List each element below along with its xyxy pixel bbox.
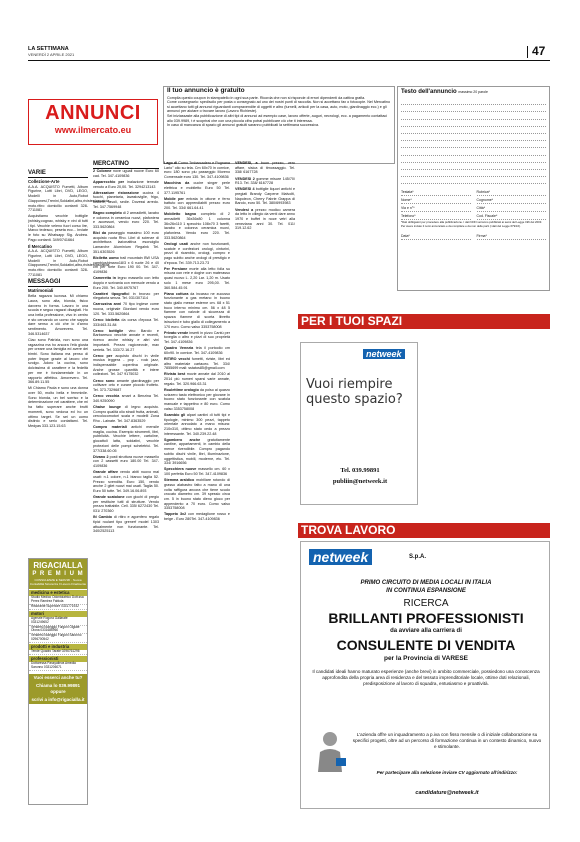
page-number-divider bbox=[527, 46, 528, 58]
listing: Bagno completo di 2 armadietti, lavabo e colonna in ceramica nuovi, plafoniera e accessori, vendo euro 220. Tel. 333.5620864 bbox=[93, 210, 159, 229]
banner-trova-lavoro: TROVA LAVORO bbox=[298, 523, 550, 538]
listing: Bella ragazza lucrosa. Mi chiamo Laura, sono alta, bionda, fisico davvero in forma. Lavoro in una scuola e seguo ragazzi disagiati. Ho una bella professione, vivo in centro e sto cercando un uomo che sappia dare senso a ciò che io d'anno sentimento. Amorevero. Tel. 346.5314637 bbox=[28, 294, 88, 336]
directory-entry: Studio Medico Odontoiatrico Dott.ssa Perez Ramirez Fabiola bbox=[29, 596, 87, 605]
listing: Cerco vecchia smart a Benzina Tel. 340.9250090 bbox=[93, 394, 159, 403]
coupon-text-lines[interactable] bbox=[401, 98, 546, 184]
rigacialla-cta: Vuoi esserci anche tu? bbox=[29, 674, 87, 682]
section-mercatino: MERCATINO bbox=[93, 161, 159, 169]
coupon-title: Testo dell'annuncio massimo 20 parole bbox=[401, 89, 488, 95]
netweek-ad-spazi[interactable] bbox=[300, 342, 418, 505]
listing: Mi Chiamo Paola e sono una donna over 50, molto bella e femminile. Sono bionda, un bel sorriso e la determinazione nel carattere, che mi ha fatto superare anche brutti momenti, sono vedova ed ho un ottimo target. Se sei un uomo distinto e serio contattami. Tel. Medyas 333.123.15.63 bbox=[28, 386, 88, 428]
coupon-subtitle: massimo 20 parole bbox=[458, 90, 488, 94]
job-role: CONSULENTE DI VENDITA bbox=[336, 637, 516, 653]
listing: Caratteri tipografici in bronzo per rilegatoria senza. Tel. 031/307114 bbox=[93, 291, 159, 301]
listing: Bici da passeggio massimo 100 euro acquisto ruota Rho. Libri di scienze di architettura lazionattiva esonoiglio Lamarche Aluminium Regalnk Tel. 351.6303526 bbox=[93, 231, 159, 254]
info-line: Compila questo coupon in stampatello in ogni sua parte. Ricorda che non si risponde di errori dipendenti da cattiva grafia. bbox=[167, 95, 366, 100]
directory-entry: Dottoressa Passyalieva Amedia Saronno 0331206071 bbox=[29, 662, 87, 671]
listing: Chaise lounge di legno acquisto. Compro qualità olio stradi frutta, animali, cercolocomotori scala e modelli Zona Rho - Lainate. Tel. 347.8363529 bbox=[93, 404, 159, 423]
job-desc-1: Il candidati ideali hanno maturato esperienze (anche brevi) in ambito commerciale, possiedono una conoscenza approfondita della propria area di residenza e del tessuto imprenditoriale locale, ottime doti relazionali, predisposizione al lavoro di squadra, entusiasmo e proattività. bbox=[312, 669, 540, 687]
coupon-fields bbox=[401, 188, 546, 220]
job-line-1: PRIMO CIRCUITO DI MEDIA LOCALI IN ITALIA bbox=[360, 580, 492, 586]
listing: Macchina da cucire singer perle elettrica e mobiletto Euro 50 Tel. 377.1195761 bbox=[164, 181, 230, 195]
page-number: 47 bbox=[532, 44, 546, 58]
listing: VENDESI 2 gomme misure 145/70/ R13. Tel. 338/ 6167728 bbox=[235, 176, 295, 186]
listing: VENDESI, a buon prezzo, vero affare, sisica di timossaggio. Tel. 338/ 6167728 bbox=[235, 161, 295, 175]
coupon-note: *Dati obbligatori per procedere alla pubblicazione. I dati NON verranno pubblicati ai sensi del Legge 196 del 2003. Per avere inviato il nomi annunciato e da compilare e da non delle parti (i dati del Legge 679/16). bbox=[401, 220, 543, 228]
job-desc-2: L'azienda offre un inquadramento a p.iva con fisso mensile o di iniziale collaborazione su specifici progetti, oltre ad un percorso di formazione continua in un contesto dinamico, nuovo e stimolante. bbox=[352, 732, 542, 750]
listing: A.A.A. ACQUISTO Fumetti, Album Figurine, Lotti Libri, DVD, LEGO, Modelli in Auto,Robot Giapponesi,Trenini,Soldatini,altro,rivistestascatola moto.ritiro domicilio contanti 328-7711081 bbox=[28, 184, 110, 213]
listing: Acquistiamo vecchie bottiglie (whisky,cognac, whisky e vini di tutti i tipi. Vecchie veleno fuori corso lire, Marco tedesco, peseta ecc... Inviate le foto su Whatsapp Sig. Andrea. Pago contanti. 349/0741664 bbox=[28, 214, 88, 242]
listing: Attrezzature ristorazione cucina 4 fuochi, planetaria, lavastoviglie, frigo, tostiere, tavoli, sedie. Dovessi arredo. Tel. 347.7569948 bbox=[93, 190, 159, 209]
listing: Vendesi a prezzo modico camera da letto in ciliegio da venti dare anno 1970 e buffet in noce vetri alla veneziana anni 30. Tel. 011/ 319.12.62 bbox=[235, 207, 296, 231]
field-citta[interactable]: Città* bbox=[477, 204, 547, 212]
directory-entry: Agenzie Rogora Gallarate 0331249652 bbox=[29, 617, 87, 626]
field-firma[interactable]: Firma* bbox=[477, 232, 547, 240]
job-line-avviare: da avviare alla carriera di bbox=[390, 628, 462, 634]
annunci-title: ANNUNCI bbox=[45, 102, 141, 124]
listing: Lago di Como "Imbarcadero e Pognana Lario" olio su tela. Cm 60x70 in cornice, euro 180 sono piu passeggio Moreno Comensale euro 130. Tel. 347-4109836 bbox=[164, 161, 230, 180]
listing: Rivista best movie annate dal 2010 al 2014 più numeri sparsi varie annate, regalo. Tel. 320.966.63.31 bbox=[164, 372, 231, 386]
listing: Orologi usati anche non funzionanti, scatole e confezioni orologi, cinturini, pezzi di ricambio, orologi, compro e pago subito anche orologi di prestigio e d'epoca. Tel. 339.713.23.73 bbox=[164, 241, 230, 265]
listing: Specchiera nuove massello cm. 60 x 100 perfetta Euro 50 Tel. 347-4109836 bbox=[164, 467, 230, 477]
directory-entry: Vendersi Noleggio Furgoni Saronno 0296700542 bbox=[29, 634, 87, 643]
category-prodotti: prodotti e industria bbox=[29, 644, 87, 650]
rigacialla-directory bbox=[28, 558, 88, 805]
category-motori: motori bbox=[29, 611, 87, 617]
section-messaggi: MESSAGGI bbox=[28, 279, 88, 287]
listing: Carrozzina anni 70 tipo inglese come nuova, originale Giordani vendo euro 120. Tel. 333.5620864 bbox=[93, 302, 159, 316]
newspaper-name: LA SETTIMANA bbox=[28, 46, 69, 52]
listing: Cerco bottiglie vino Barolo e Barbaresco vecchie annate e recenti, ricerco anche whisky e altri vini importanti. Prezzo ragionevole, max serietà. Tel. 333/72.16.27 bbox=[93, 328, 159, 352]
listing: Grande affare vendo abiti nuovo mai usati: n.1 colore, n.1 bianco taglia 52. Prezzo svendita. Euro 150, vendo anche 2 gilet nuovi mai usati. Taglia 50. Euro 50 tutte. Tel. 349.16.06.893 bbox=[93, 470, 159, 493]
listing: A.A.A. ACQUISTO Fumetti, Album Figurine, Lotti Libri, DVD, LEGO, Modelli in Auto,Robot Giapponesi,Trenini,Soldatini,altro,rivistestascatola moto.ritiro domicilio contanti 328-7711081 bbox=[28, 249, 110, 277]
subsection-collezione: Collezione-Arte bbox=[28, 179, 60, 184]
listing: Cerco sono amante giardinaggio per coltivare orto e curare piccolo frutteto. Tel. 373.7329687 bbox=[93, 378, 159, 392]
listing: Divano 2 posti struttura nuove massello con 2 cassetti euro 180.00 Tel. 347-4109836 bbox=[93, 454, 159, 469]
listing: Stemma araldico mobiliare rotondo di grasso alabastro fatto a mano di una volta raffigura ancora che tiene scudo crocato diametro cm. 39 spessio circa cm. 5 in buono stato dieno gioco per appendento a 70 euro. Como valso 3353758008 bbox=[164, 478, 230, 511]
listing: Quadro Venezia tela il portoolio cm 60x90. In cornice. Tel. 347-4109836 bbox=[164, 346, 230, 355]
listing: Piano cottura da incasso ne zucusso funzionante a gas metano in buono stato giallo messe esterne cm. 68 x 51 buco interno minimo cm. 56 x 48 5 fiamme con valvole di sicurezza di spazza fiamme di scorta libretto istruzioni e tubo giallo di collegamento a 170 euro. Como valso 3353758008 bbox=[164, 291, 230, 329]
info-line: Sei iniziassaste alla pubblicazione di altri tipi di annunci ad esempio case, lavoro offerte, auguri, necrologi, ecc. a pagamento contattaci allo 039.9989, t è scoprirai che con una piccola cifra potrai pubblicare ciò che ti interessa. bbox=[167, 113, 388, 123]
listing: Privato vende inserti in pizzo Cantù per toveglia o altro e pizzi di suo proprietà Tel. 347-4109836 bbox=[164, 330, 230, 345]
column-mercatino bbox=[93, 161, 159, 535]
ad-phone[interactable]: Tel. 039.99891 bbox=[340, 467, 380, 474]
listing: 2 Colonne nove uguali nuove Euro 60 cad. Tel. 347-4109836 bbox=[93, 169, 159, 178]
job-province: per la Provincia di VARESE bbox=[383, 655, 469, 662]
listing: Grande scatolone con giochi di pregio per restituire tutti di strutture. Vendo prezzo trattabile. Cell. 335/ 6272430 Tel. 031/ 270360 bbox=[93, 495, 159, 514]
job-line-2: IN CONTINUA ESPANSIONE bbox=[386, 588, 466, 594]
netweek-spa: S.p.A. bbox=[409, 554, 427, 560]
subsection-matrimoniali: Matrimoniali bbox=[28, 288, 54, 294]
ad-email[interactable]: publiin@netweek.it bbox=[332, 478, 388, 485]
listing: Cameretta in legno massello con letto doppio e scrivania con mensole vendo a Euro 200. Tel. 340.6975767 bbox=[93, 276, 159, 290]
field-via[interactable]: Via e n°* bbox=[401, 204, 471, 212]
listing: Sgombero anche gratuitamente cantine, appartamenti, in cambio della merce rivendibile. Compro pagando subito dischi vinile, libri, illuminazione, oggettistica, mobili, moderne, etc. Tel. 334/ 3916656 bbox=[164, 437, 230, 466]
info-line: Come consegnarlo: spediscilo per posta o consegnalo ad uno dei nostri punti di raccolta. Non si accettano fax o fotocopie. Nel Mercatino si accettano tutti gli annunci riguardanti compravendite di oggetti e altro (turnelli, articoli per la casa, auto, moto, giardinaggio ecc.) e gli annunci per aiutare o trovare lavoro (Lavoro Richieste). bbox=[167, 100, 391, 114]
issue-date: VENERDÌ 2 APRILE 2021 bbox=[28, 52, 75, 57]
section-varie: VARIE bbox=[28, 170, 88, 178]
column-varie bbox=[28, 170, 110, 430]
listing: Apparecchio per inalazione termale venuto a Euro 20,00. Tel. 3294213143 bbox=[93, 179, 159, 189]
job-email[interactable]: candidature@netweek.it bbox=[415, 790, 479, 796]
listing: Biciletta uomo trail mountain BW USA cambioshimano18/3 x 6 ruote 26 e 40 cm per forte Euro 190 00. Tel. 347-4109836 bbox=[93, 255, 160, 275]
listing: Cerco per acquisto dischi in vinile musica leggera - pop - rock jazz, indispensabile copertina originale. Anche grosse quantità e intere collezioni. Tel. 347 9175032 bbox=[93, 353, 159, 377]
rigacialla-logo: RIGACIALLA P R E M I U M CONSULENZE E SERVIZI · Nuova Contabilità Sicurezza Il Lavoro Finalmente bbox=[29, 559, 87, 589]
listing: RITIRO vecchi fumetti, riviste, libri ed altro materiale cartaceo. Tel. 334/ 7855699 mail: sstatos85@gmail.com bbox=[164, 356, 230, 371]
field-testata[interactable]: Testata* bbox=[401, 188, 471, 196]
info-box bbox=[163, 86, 395, 164]
field-nome[interactable]: Nome* bbox=[401, 196, 471, 204]
job-headline: BRILLANTI PROFESSIONISTI bbox=[328, 610, 524, 626]
annunci-logo bbox=[28, 99, 158, 145]
directory-entry: Vendersi Noleggio Furgoni Olgiate Olona 0331686960 bbox=[29, 626, 87, 635]
job-apply: Per partecipare alla selezione inviare CV aggiornato all'indirizzo: bbox=[376, 770, 518, 775]
listing: IN Cambio di ritiro e agomfero regalo tipici roulant tipo grenerf model 1303 attualmente non funzionante. Tel. 340/2525113 bbox=[93, 515, 160, 534]
job-line-ricerca: RICERCA bbox=[403, 598, 449, 609]
listing: Per Persiane morte alla letto folla su misura con rete e doghe con materasso quasi nuovo L. 2,20 Lar. 1,20 m. Usato solo 1 mese euro 295,00. Tel. 360.584.45.91 bbox=[164, 266, 230, 290]
netweek-logo: netweek bbox=[363, 349, 405, 359]
listing: Roulettime orologio da polso al quarzo svizzero tasto elettronico per giovane in buono stato funzionante con scatola manuale e tappetino e 80 euro. Como valso 3353758008 bbox=[164, 387, 230, 411]
listing: Compro materiali antichi mensile maglia, cucina. Esempio strumenti, libri, pubblicità. Vecchie lettere, cartoline, giocattoli latta, soldatini, vecchie protezioni delle pompi scheletrici. Tel. 377/338.60.05 bbox=[93, 425, 159, 453]
category-medicina: medicina e estetica bbox=[29, 590, 87, 596]
listing: VENDESI 4 bottiglie liquori antichi e pregiati Brandy Carpene Malvolti, Napoleon, Cherry Fabrie Grappa di Barolo, euro 50. Tel. 380/6993983 bbox=[235, 187, 296, 206]
listing: Tappeto 3x2 con medaglione rosso e beige - Euro 280Tel. 347-4109836 bbox=[164, 512, 230, 522]
category-professionisti: professionisti bbox=[29, 656, 87, 662]
subsection-mercatino: Il Mercatino bbox=[28, 243, 52, 249]
field-rubrica[interactable]: Rubrica* bbox=[477, 188, 547, 196]
listing: Cerco biciletta da corsa d'epoca Tel. 333/463.31.84 bbox=[93, 317, 159, 327]
field-codfiscale[interactable]: Cod. Fiscale* bbox=[477, 212, 547, 220]
listing: Scambio gli alpari cantini di tutti tipi e tipologie, minimo 300 pezzi, tappeto orientale annodato a mano misura: 210x310, ottimo stato cedo a prezzo interessante. Tel. 340.239.22.48 bbox=[164, 412, 231, 436]
column-mercatino-3 bbox=[235, 161, 295, 232]
info-line: In caso di mancanza di spazio gli annunci gratuiti saranno pubblicati la settimana successiva. bbox=[167, 123, 320, 128]
rigacialla-phone[interactable]: Chiama lo 039.99891 oppure bbox=[29, 682, 87, 696]
field-data[interactable]: Data* bbox=[401, 232, 471, 240]
banner-per-i-tuoi-spazi: PER I TUOI SPAZI bbox=[298, 314, 550, 329]
directory-entry: Ristorante Superiore 0331771932 bbox=[29, 605, 87, 610]
listing: Mobiletto bagno completo di 2 armadietti 36x36x80 1 colonna 36x26x110 1 specchio 108x70 3 faretti, lavabo e colonna ceramica nuovi, plafoniera. Vendo euro 220. Tel. 333.5620864 bbox=[164, 212, 230, 240]
ad-question: Vuoi riempire questo spazio? bbox=[306, 377, 403, 407]
rigacialla-email[interactable]: scrivi a info@rigacialla.it bbox=[29, 696, 87, 704]
field-telefono[interactable]: Telefono* bbox=[401, 212, 471, 220]
annunci-url[interactable]: www.ilmercato.eu bbox=[54, 125, 132, 135]
netweek-job-ad bbox=[300, 541, 550, 809]
netweek-logo: netweek bbox=[309, 549, 372, 565]
directory-entry: Tende Quadro Tarate 0296761296 bbox=[29, 650, 87, 655]
column-mercatino-2 bbox=[164, 161, 230, 523]
person-icon bbox=[313, 730, 347, 774]
info-title: Il tuo annuncio è gratuito bbox=[167, 87, 245, 94]
field-cognome[interactable]: Cognome* bbox=[477, 196, 547, 204]
coupon-form bbox=[397, 86, 550, 291]
header-rule bbox=[28, 60, 550, 61]
listing: Mobile per entrata in ottone e ferro battuto con apprendiabiti prezzo euro 200. Tel. 334/ 661.64.41 bbox=[164, 196, 230, 211]
listing: Ciao sono Patrizia, non sono una ragazzina ma ho ancora l'età giusta per creare una famiglia ed avere dei bimbi. Sono italiana ma penso di poter lingue grazie al lavoro che svolgo. Adoro la cucina, sono dolcissima di carattere e la fedeltà per me è fondamentale in un rapporto affettivo. Amorevero. Tel. 366.89.11.55 bbox=[28, 337, 88, 385]
coupon-sign bbox=[401, 232, 546, 240]
